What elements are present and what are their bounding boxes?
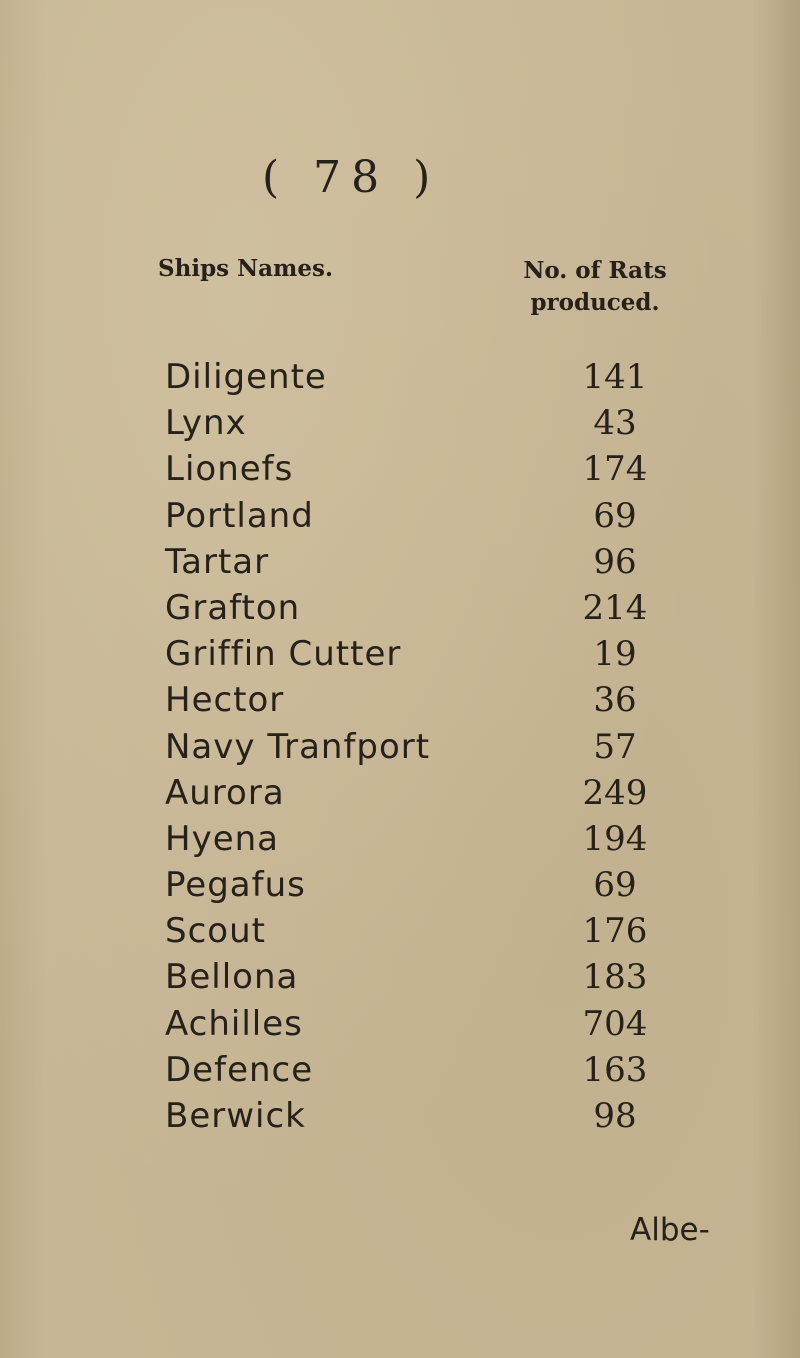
rats-count: 57	[593, 726, 637, 767]
table-row	[0, 357, 800, 403]
rats-count: 141	[582, 357, 648, 397]
ship-name: Navy Tranfport	[165, 726, 431, 767]
rats-produced-header	[495, 255, 695, 319]
rats-count: 214	[582, 587, 648, 628]
ships-names-header: Ships Names.	[158, 255, 333, 282]
rats-count: 43	[593, 403, 637, 444]
rats-header-line-2: produced.	[530, 289, 660, 316]
table-row	[0, 911, 800, 957]
ship-name: Griffin Cutter	[165, 634, 402, 675]
ship-name: Bellona	[165, 957, 299, 998]
table-row	[0, 542, 800, 588]
table-row	[0, 865, 800, 911]
rats-count: 249	[582, 772, 648, 813]
ship-name: Hector	[165, 680, 285, 721]
rats-count: 36	[593, 680, 637, 721]
table-row	[0, 496, 800, 542]
rats-header-line-1: No. of Rats	[523, 257, 667, 284]
catchword: Albe-	[630, 1212, 710, 1248]
ship-name: Hyena	[165, 818, 279, 859]
table-row	[0, 773, 800, 819]
ship-name: Portland	[165, 495, 314, 536]
ship-name: Achilles	[165, 1003, 303, 1044]
table-row	[0, 634, 800, 680]
ship-name: Scout	[165, 911, 266, 952]
table-row	[0, 680, 800, 726]
rats-count: 96	[593, 541, 637, 582]
rats-count: 69	[593, 865, 637, 906]
ship-name: Diligente	[165, 357, 327, 397]
ship-name: Pegafus	[165, 865, 306, 906]
table-row	[0, 449, 800, 495]
rats-count: 98	[593, 1096, 637, 1136]
ship-name: Tartar	[165, 541, 270, 582]
rats-count: 174	[582, 449, 648, 490]
rats-count: 163	[582, 1049, 648, 1090]
ship-name: Defence	[165, 1049, 314, 1090]
rats-count: 183	[582, 957, 648, 998]
ship-name: Lionefs	[165, 449, 294, 490]
table-row	[0, 1050, 800, 1096]
rats-count: 69	[593, 495, 637, 536]
table-row	[0, 1004, 800, 1050]
table-row	[0, 403, 800, 449]
rats-count: 704	[582, 1003, 648, 1044]
rats-count: 19	[593, 634, 637, 675]
ship-name: Aurora	[165, 772, 285, 813]
table-row	[0, 957, 800, 1003]
ship-name: Lynx	[165, 403, 247, 444]
rats-count: 194	[582, 818, 648, 859]
page-number: ( 78 )	[262, 152, 441, 203]
table-row	[0, 819, 800, 865]
ship-name: Berwick	[165, 1096, 306, 1136]
table-row	[0, 1096, 800, 1142]
ships-table	[0, 357, 800, 1142]
table-row	[0, 727, 800, 773]
table-row	[0, 588, 800, 634]
ship-name: Grafton	[165, 587, 301, 628]
rats-count: 176	[582, 911, 648, 952]
